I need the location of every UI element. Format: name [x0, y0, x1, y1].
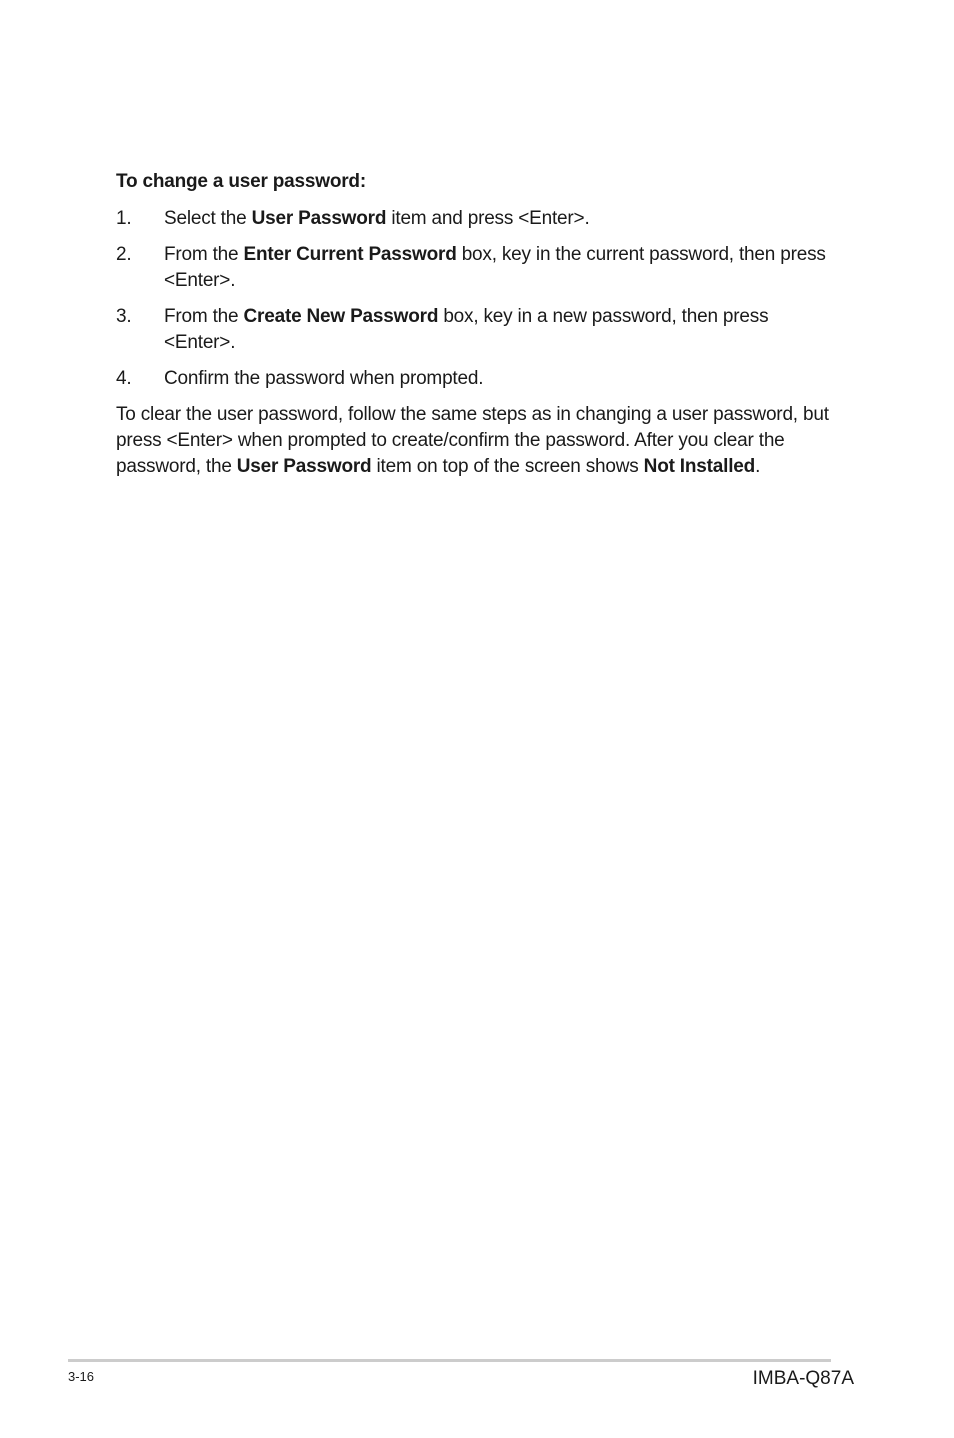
step-text: Confirm the password when prompted.	[164, 368, 484, 389]
list-item	[116, 366, 840, 392]
document-body	[116, 169, 840, 480]
clear-password-paragraph: To clear the user password, follow the same steps as in changing a user password, but press <Enter> when prompted to create/confirm the password. After you clear the password, the User Password item on top of the screen shows Not Installed.	[116, 404, 829, 477]
list-item	[116, 206, 840, 232]
step-number: 3.	[116, 306, 132, 327]
step-text: From the Create New Password box, key in a new password, then press <Enter>.	[164, 306, 769, 353]
list-item	[116, 242, 840, 294]
section-heading: To change a user password:	[116, 171, 366, 192]
steps-list	[116, 206, 840, 392]
footer-divider	[68, 1359, 831, 1362]
step-text: Select the User Password item and press <Enter>.	[164, 208, 590, 229]
step-number: 4.	[116, 368, 132, 389]
list-item	[116, 304, 840, 356]
step-number: 1.	[116, 208, 132, 229]
step-text: From the Enter Current Password box, key in the current password, then press <Enter>.	[164, 244, 826, 291]
step-number: 2.	[116, 244, 132, 265]
page-number: 3-16	[68, 1369, 95, 1384]
model-name: IMBA-Q87A	[752, 1368, 854, 1389]
